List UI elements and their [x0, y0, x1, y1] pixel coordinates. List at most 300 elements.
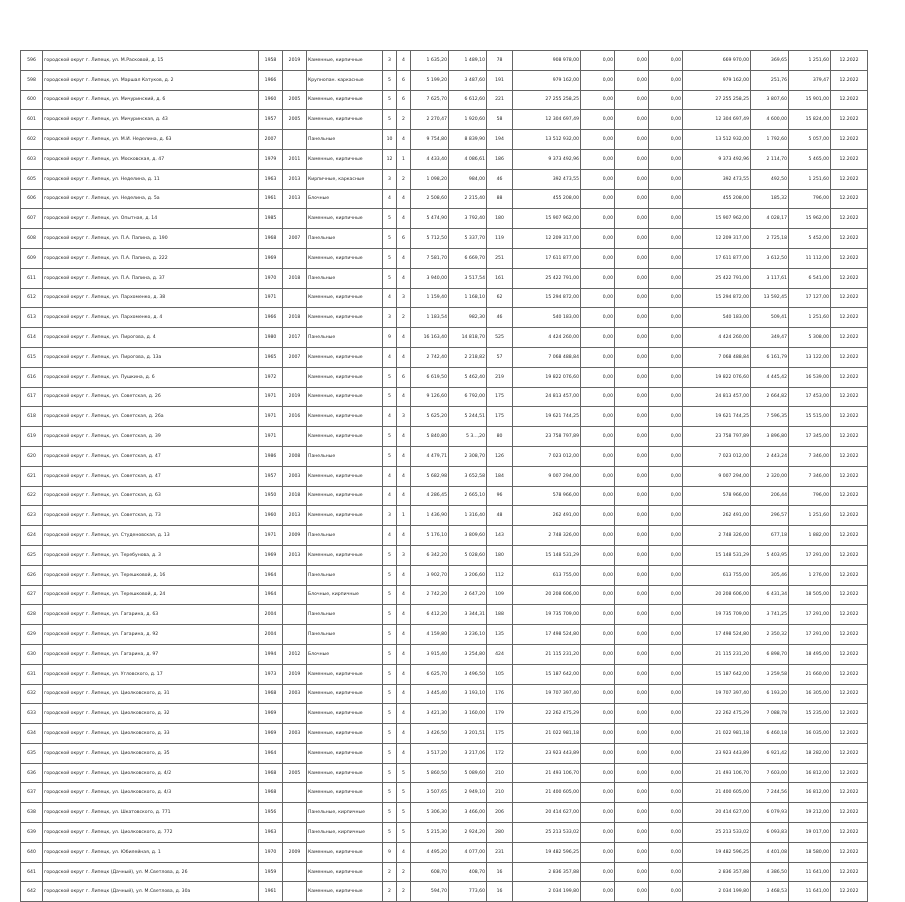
value-cell — [283, 743, 307, 763]
address-cell: городской округ г. Липецк, ул. Пирогова, д. 4 — [43, 328, 259, 348]
value-cell: 3 940,00 — [411, 268, 449, 288]
value-cell: 16 163,40 — [411, 328, 449, 348]
row-number-cell: 620 — [21, 446, 43, 466]
value-cell: Каменные, кирпичные — [307, 466, 383, 486]
value-cell: 1969 — [259, 724, 283, 744]
value-cell: 0,00 — [649, 110, 683, 130]
value-cell: 0,00 — [615, 486, 649, 506]
value-cell: 23 923 443,89 — [683, 743, 751, 763]
value-cell: 12.2022 — [831, 427, 868, 447]
value-cell: 5 3...,20 — [449, 427, 487, 447]
value-cell: 19 482 596,25 — [683, 842, 751, 862]
value-cell: 1971 — [259, 427, 283, 447]
row-number-cell: 642 — [21, 882, 43, 902]
value-cell: 12 304 697,49 — [513, 110, 581, 130]
value-cell: 12.2022 — [831, 209, 868, 229]
row-number-cell: 616 — [21, 367, 43, 387]
table-row — [21, 783, 868, 803]
value-cell: 3 — [383, 51, 397, 71]
value-cell: 1 183,54 — [411, 308, 449, 328]
address-cell: городской округ г. Липецк, ул. П.А. Папина, д. 37 — [43, 268, 259, 288]
value-cell: 0,00 — [581, 110, 615, 130]
value-cell: 4 — [397, 684, 411, 704]
value-cell: 0,00 — [649, 743, 683, 763]
value-cell: 12.2022 — [831, 169, 868, 189]
value-cell: 4 — [383, 407, 397, 427]
value-cell: 1961 — [259, 882, 283, 902]
value-cell: 3 344,31 — [449, 605, 487, 625]
value-cell: 0,00 — [649, 605, 683, 625]
value-cell: Панельные — [307, 130, 383, 150]
address-cell: городской округ г. Липецк, ул. Циолковского, д. 32 — [43, 704, 259, 724]
address-cell: городской округ г. Липецк, ул. Опытная, д. 14 — [43, 209, 259, 229]
value-cell — [283, 209, 307, 229]
value-cell: 2009 — [283, 526, 307, 546]
value-cell: 0,00 — [649, 248, 683, 268]
value-cell: 20 414 627,00 — [513, 803, 581, 823]
value-cell: 5 — [383, 625, 397, 645]
row-number-cell: 598 — [21, 70, 43, 90]
value-cell: 0,00 — [615, 446, 649, 466]
value-cell: 5 199,20 — [411, 70, 449, 90]
value-cell: 24 813 457,00 — [513, 387, 581, 407]
value-cell: 4 — [397, 130, 411, 150]
value-cell: 2013 — [283, 189, 307, 209]
value-cell: 20 208 606,00 — [683, 585, 751, 605]
value-cell: 5 — [383, 70, 397, 90]
value-cell: 0,00 — [649, 308, 683, 328]
value-cell: 296,57 — [751, 506, 789, 526]
value-cell: 0,00 — [581, 664, 615, 684]
value-cell: Каменные, кирпичные — [307, 367, 383, 387]
value-cell: 3 — [397, 545, 411, 565]
value-cell: 2013 — [283, 169, 307, 189]
row-number-cell: 623 — [21, 506, 43, 526]
value-cell: 12.2022 — [831, 189, 868, 209]
value-cell: 4 — [397, 704, 411, 724]
value-cell: 25 422 791,00 — [513, 268, 581, 288]
value-cell: 96 — [487, 486, 513, 506]
value-cell: 78 — [487, 51, 513, 71]
value-cell: 0,00 — [615, 545, 649, 565]
value-cell: 4 — [397, 248, 411, 268]
value-cell: 455 208,00 — [683, 189, 751, 209]
value-cell: 12.2022 — [831, 823, 868, 843]
value-cell: 1 — [397, 506, 411, 526]
value-cell: Панельные, кирпичные — [307, 823, 383, 843]
value-cell: 17 453,00 — [789, 387, 831, 407]
value-cell: 4 — [397, 565, 411, 585]
value-cell: 206 — [487, 803, 513, 823]
value-cell: Каменные, кирпичные — [307, 407, 383, 427]
table-row — [21, 90, 868, 110]
value-cell: 3 807,60 — [751, 90, 789, 110]
table-row — [21, 248, 868, 268]
value-cell: 4 086,61 — [449, 149, 487, 169]
value-cell: Крупнопан. каркасные — [307, 70, 383, 90]
value-cell: 424 — [487, 644, 513, 664]
value-cell: 4 — [383, 288, 397, 308]
value-cell: 1961 — [259, 189, 283, 209]
table-row — [21, 110, 868, 130]
value-cell: 17 291,00 — [789, 605, 831, 625]
table-row — [21, 526, 868, 546]
value-cell: 180 — [487, 209, 513, 229]
value-cell: 1970 — [259, 842, 283, 862]
value-cell: 0,00 — [615, 704, 649, 724]
value-cell: 15 294 872,00 — [513, 288, 581, 308]
value-cell: 4 — [397, 189, 411, 209]
value-cell: 176 — [487, 684, 513, 704]
value-cell: 305,46 — [751, 565, 789, 585]
value-cell: 180 — [487, 545, 513, 565]
value-cell: 143 — [487, 526, 513, 546]
value-cell: 9 373 492,96 — [683, 149, 751, 169]
row-number-cell: 609 — [21, 248, 43, 268]
value-cell: 12.2022 — [831, 149, 868, 169]
value-cell: 23 758 797,89 — [513, 427, 581, 447]
value-cell: 4 — [397, 466, 411, 486]
table-row — [21, 882, 868, 902]
value-cell: 12.2022 — [831, 724, 868, 744]
value-cell: 9 — [383, 842, 397, 862]
value-cell: 379,47 — [789, 70, 831, 90]
value-cell: 0,00 — [615, 526, 649, 546]
value-cell: 2 836 357,88 — [683, 862, 751, 882]
value-cell: 5 — [383, 387, 397, 407]
value-cell: 2 320,00 — [751, 466, 789, 486]
value-cell: 492,50 — [751, 169, 789, 189]
value-cell: 0,00 — [581, 130, 615, 150]
value-cell: 4 — [397, 526, 411, 546]
value-cell: 5 176,10 — [411, 526, 449, 546]
value-cell: 175 — [487, 387, 513, 407]
value-cell — [283, 862, 307, 882]
value-cell: 0,00 — [615, 90, 649, 110]
row-number-cell: 614 — [21, 328, 43, 348]
value-cell: 4 479,71 — [411, 446, 449, 466]
row-number-cell: 615 — [21, 347, 43, 367]
value-cell — [283, 803, 307, 823]
value-cell: 5 712,50 — [411, 229, 449, 249]
value-cell: 0,00 — [615, 783, 649, 803]
value-cell: Панельные — [307, 446, 383, 466]
value-cell: 23 923 443,89 — [513, 743, 581, 763]
value-cell: 22 262 475,29 — [513, 704, 581, 724]
value-cell: 0,00 — [649, 189, 683, 209]
address-cell: городской округ г. Липецк, ул. Юбилейная, д. 1 — [43, 842, 259, 862]
value-cell: 2005 — [283, 763, 307, 783]
value-cell: 21 400 605,00 — [683, 783, 751, 803]
value-cell: 0,00 — [581, 169, 615, 189]
table-row — [21, 328, 868, 348]
value-cell: 17 498 524,80 — [683, 625, 751, 645]
value-cell: 5 — [383, 743, 397, 763]
value-cell: 0,00 — [649, 625, 683, 645]
value-cell: 19 017,00 — [789, 823, 831, 843]
value-cell: 0,00 — [649, 169, 683, 189]
value-cell: 0,00 — [581, 823, 615, 843]
value-cell: 2 748 326,00 — [683, 526, 751, 546]
value-cell: 12.2022 — [831, 407, 868, 427]
value-cell: 5 — [383, 446, 397, 466]
value-cell: 17 345,00 — [789, 427, 831, 447]
table-row — [21, 367, 868, 387]
value-cell: 3 — [397, 288, 411, 308]
value-cell: 15 187 642,00 — [683, 664, 751, 684]
value-cell: 2005 — [283, 90, 307, 110]
value-cell: 2008 — [283, 446, 307, 466]
value-cell: 21 400 605,00 — [513, 783, 581, 803]
row-number-cell: 603 — [21, 149, 43, 169]
row-number-cell: 621 — [21, 466, 43, 486]
address-cell: городской округ г. Липецк, ул. М.Расковой, д. 15 — [43, 51, 259, 71]
value-cell: 0,00 — [649, 763, 683, 783]
value-cell: 4 — [397, 842, 411, 862]
value-cell: 0,00 — [581, 605, 615, 625]
value-cell: 5 306,30 — [411, 803, 449, 823]
value-cell: 2 — [383, 882, 397, 902]
row-number-cell: 634 — [21, 724, 43, 744]
value-cell: 0,00 — [615, 565, 649, 585]
value-cell: 1 792,60 — [751, 130, 789, 150]
value-cell: Блочные — [307, 189, 383, 209]
value-cell: 5 — [397, 763, 411, 783]
value-cell: 0,00 — [649, 446, 683, 466]
value-cell: 0,00 — [649, 149, 683, 169]
value-cell: 1 316,40 — [449, 506, 487, 526]
value-cell — [283, 248, 307, 268]
value-cell: 0,00 — [615, 229, 649, 249]
address-cell: городской округ г. Липецк, ул. Неделина, д. 11 — [43, 169, 259, 189]
value-cell — [283, 823, 307, 843]
value-cell: 1 159,40 — [411, 288, 449, 308]
value-cell: 1973 — [259, 664, 283, 684]
value-cell: 5 — [383, 684, 397, 704]
value-cell: 0,00 — [615, 684, 649, 704]
value-cell: 0,00 — [581, 585, 615, 605]
value-cell: 3 741,25 — [751, 605, 789, 625]
value-cell: Каменные, кирпичные — [307, 842, 383, 862]
value-cell: 0,00 — [615, 506, 649, 526]
row-number-cell: 601 — [21, 110, 43, 130]
row-number-cell: 608 — [21, 229, 43, 249]
value-cell: 0,00 — [649, 268, 683, 288]
value-cell: 3 445,40 — [411, 684, 449, 704]
value-cell: 0,00 — [581, 189, 615, 209]
value-cell: 0,00 — [649, 209, 683, 229]
value-cell: 4 — [397, 209, 411, 229]
value-cell: 5 — [383, 248, 397, 268]
value-cell: 669 970,00 — [683, 51, 751, 71]
value-cell: 7 023 012,00 — [513, 446, 581, 466]
value-cell: 12.2022 — [831, 466, 868, 486]
value-cell: 3 117,61 — [751, 268, 789, 288]
address-cell: городской округ г. Липецк, ул. Советская, д. 26а — [43, 407, 259, 427]
value-cell: 0,00 — [581, 526, 615, 546]
table-row — [21, 506, 868, 526]
value-cell: 3 236,10 — [449, 625, 487, 645]
table-row — [21, 189, 868, 209]
value-cell: 0,00 — [581, 288, 615, 308]
value-cell: 231 — [487, 842, 513, 862]
address-cell: городской округ г. Липецк, ул. Шкатовского, д. 771 — [43, 803, 259, 823]
value-cell: 12.2022 — [831, 605, 868, 625]
value-cell: 175 — [487, 407, 513, 427]
address-cell: городской округ г. Липецк, ул. Циолковского, д. 4/3 — [43, 783, 259, 803]
value-cell: 0,00 — [615, 823, 649, 843]
value-cell: 12.2022 — [831, 367, 868, 387]
value-cell: 1 168,10 — [449, 288, 487, 308]
value-cell: 5 — [383, 704, 397, 724]
value-cell: 0,00 — [615, 130, 649, 150]
value-cell: 6 460,18 — [751, 724, 789, 744]
value-cell: 188 — [487, 605, 513, 625]
value-cell: 12 209 317,00 — [683, 229, 751, 249]
value-cell: 0,00 — [615, 367, 649, 387]
value-cell: 0,00 — [615, 268, 649, 288]
table-row — [21, 70, 868, 90]
value-cell: 2 114,70 — [751, 149, 789, 169]
value-cell: 0,00 — [615, 803, 649, 823]
value-cell: 7 625,70 — [411, 90, 449, 110]
value-cell: 2 218,82 — [449, 347, 487, 367]
table-row — [21, 407, 868, 427]
value-cell — [283, 288, 307, 308]
value-cell: 6 898,70 — [751, 644, 789, 664]
value-cell: 3 — [383, 308, 397, 328]
address-cell: городской округ г. Липецк, ул. Советская, д. 63 — [43, 486, 259, 506]
value-cell: 0,00 — [649, 387, 683, 407]
table-row — [21, 585, 868, 605]
value-cell: 2004 — [259, 605, 283, 625]
table-row — [21, 387, 868, 407]
table-body — [21, 51, 868, 902]
value-cell: 4 — [397, 486, 411, 506]
value-cell: 1971 — [259, 407, 283, 427]
value-cell — [283, 605, 307, 625]
value-cell: 19 735 709,00 — [683, 605, 751, 625]
value-cell: 23 758 797,89 — [683, 427, 751, 447]
value-cell: 1971 — [259, 387, 283, 407]
value-cell: 6 412,20 — [411, 605, 449, 625]
value-cell: 12.2022 — [831, 763, 868, 783]
value-cell: 540 183,00 — [513, 308, 581, 328]
value-cell: 3 517,54 — [449, 268, 487, 288]
value-cell: 0,00 — [649, 229, 683, 249]
value-cell: 12.2022 — [831, 229, 868, 249]
value-cell: 0,00 — [581, 842, 615, 862]
value-cell: Каменные, кирпичные — [307, 308, 383, 328]
value-cell: 509,41 — [751, 308, 789, 328]
value-cell: 12 209 317,00 — [513, 229, 581, 249]
table-row — [21, 427, 868, 447]
address-cell: городской округ г. Липецк, ул. Советская, д. 73 — [43, 506, 259, 526]
value-cell: 0,00 — [649, 862, 683, 882]
value-cell: 0,00 — [649, 684, 683, 704]
address-cell: городской округ г. Липецк, ул. М.И. Неделина, д. 63 — [43, 130, 259, 150]
value-cell: 4 — [397, 268, 411, 288]
value-cell: 2005 — [283, 110, 307, 130]
value-cell: 19 822 076,60 — [683, 367, 751, 387]
value-cell: 4 — [383, 347, 397, 367]
row-number-cell: 636 — [21, 763, 43, 783]
value-cell: 12.2022 — [831, 308, 868, 328]
address-cell: городской округ г. Липецк, ул. Теребунова, д. 3 — [43, 545, 259, 565]
value-cell: 0,00 — [649, 783, 683, 803]
value-cell: 6 193,20 — [751, 684, 789, 704]
value-cell: 0,00 — [615, 347, 649, 367]
table-row — [21, 724, 868, 744]
value-cell: Каменные, кирпичные — [307, 684, 383, 704]
value-cell: 1969 — [259, 545, 283, 565]
value-cell: 4 445,42 — [751, 367, 789, 387]
value-cell: 46 — [487, 169, 513, 189]
value-cell: 5 — [383, 565, 397, 585]
value-cell: 1966 — [259, 308, 283, 328]
value-cell: 5 — [383, 209, 397, 229]
value-cell: 979 162,00 — [513, 70, 581, 90]
value-cell: 540 183,00 — [683, 308, 751, 328]
address-cell: городской округ г. Липецк, ул. Гагарина, д. 63 — [43, 605, 259, 625]
row-number-cell: 639 — [21, 823, 43, 843]
table-row — [21, 308, 868, 328]
value-cell — [283, 70, 307, 90]
value-cell: 0,00 — [581, 51, 615, 71]
address-cell: городской округ г. Липецк (Дачный), ул. М.Светлова, д. 26 — [43, 862, 259, 882]
value-cell: 0,00 — [649, 506, 683, 526]
value-cell: 2007 — [283, 229, 307, 249]
row-number-cell: 624 — [21, 526, 43, 546]
value-cell: 5 — [383, 110, 397, 130]
value-cell: 21 493 106,70 — [683, 763, 751, 783]
address-cell: городской округ г. Липецк, ул. П.А. Папина, д. 222 — [43, 248, 259, 268]
value-cell: Каменные, кирпичные — [307, 882, 383, 902]
value-cell: 11 641,00 — [789, 862, 831, 882]
value-cell: 0,00 — [581, 248, 615, 268]
value-cell: 20 208 606,00 — [513, 585, 581, 605]
value-cell: 1 251,60 — [789, 51, 831, 71]
value-cell: 88 — [487, 189, 513, 209]
value-cell: 2 — [397, 169, 411, 189]
value-cell: 1 098,20 — [411, 169, 449, 189]
value-cell: Каменные, кирпичные — [307, 427, 383, 447]
value-cell: 4 028,17 — [751, 209, 789, 229]
value-cell: 5 452,00 — [789, 229, 831, 249]
value-cell: 221 — [487, 90, 513, 110]
value-cell: 5 — [383, 783, 397, 803]
table-row — [21, 803, 868, 823]
value-cell: 979 162,00 — [683, 70, 751, 90]
value-cell: 4 — [397, 446, 411, 466]
value-cell: 1956 — [259, 803, 283, 823]
value-cell: 0,00 — [581, 466, 615, 486]
value-cell: 80 — [487, 427, 513, 447]
value-cell: 2 034 199,80 — [683, 882, 751, 902]
value-cell: 6 — [397, 367, 411, 387]
table-row — [21, 169, 868, 189]
value-cell: 1980 — [259, 328, 283, 348]
value-cell: 21 493 106,70 — [513, 763, 581, 783]
value-cell: 5 — [383, 585, 397, 605]
value-cell: 0,00 — [581, 70, 615, 90]
value-cell: 2 665,10 — [449, 486, 487, 506]
value-cell: Панельные — [307, 605, 383, 625]
value-cell: 0,00 — [581, 268, 615, 288]
value-cell: 4 433,40 — [411, 149, 449, 169]
value-cell: Каменные, кирпичные — [307, 783, 383, 803]
value-cell: 3 — [383, 169, 397, 189]
